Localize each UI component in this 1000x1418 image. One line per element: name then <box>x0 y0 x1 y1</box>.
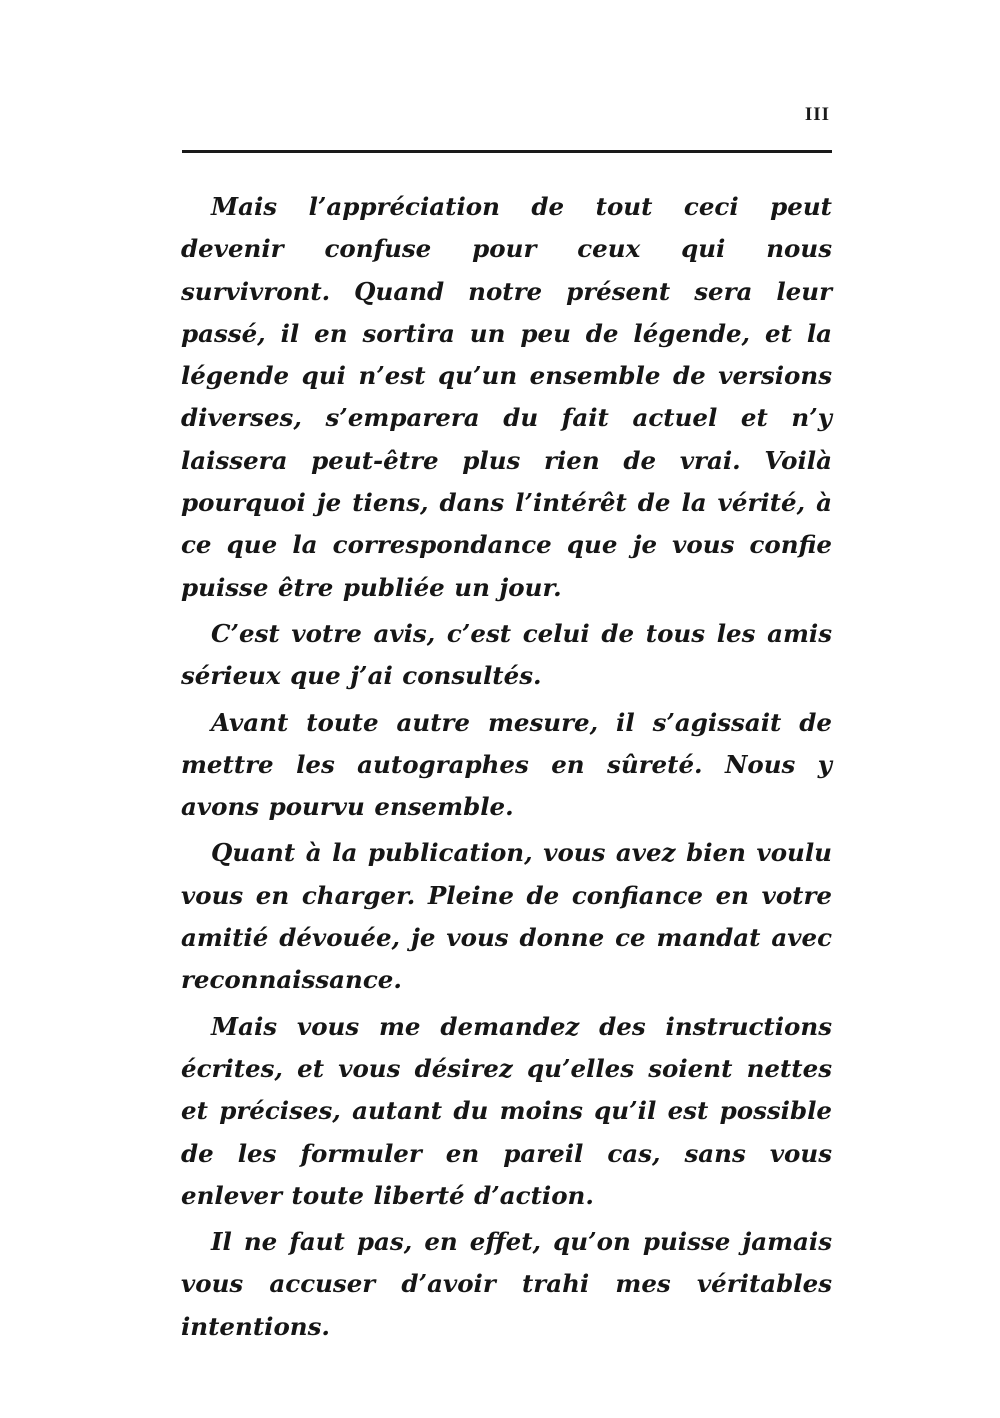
paragraph: C’est votre avis, c’est celui de tous les amis sérieux que j’ai consultés. <box>181 618 832 691</box>
paragraph: Mais vous me demandez des instructions écrites, et vous désirez qu’elles soient nettes et précises, autant du moins qu’il est possible de les formuler en pareil cas, sans vous enlever toute liberté d’action. <box>181 1011 832 1210</box>
paragraph: Quant à la publication, vous avez bien voulu vous en charger. Pleine de confiance en votre amitié dévouée, je vous donne ce mandat avec reconnaissance. <box>181 838 832 995</box>
page-body <box>181 186 832 1352</box>
paragraph: Mais l’appréciation de tout ceci peut devenir confuse pour ceux qui nous survivront. Quand notre présent sera leur passé, il en sortira un peu de légende, et la légende qui n’est qu’un ensemble de versions diverses, s’emparera du fait actuel et n’y laissera peut-être plus rien de vrai. Voilà pourquoi je tiens, dans l’intérêt de la vérité, à ce que la correspondance que je vous confie puisse être publiée un jour. <box>181 192 832 602</box>
header-rule <box>182 150 832 153</box>
page-number: III <box>804 104 830 125</box>
paragraph: Il ne faut pas, en effet, qu’on puisse jamais vous accuser d’avoir trahi mes véritables intentions. <box>181 1227 832 1341</box>
paragraph: Avant toute autre mesure, il s’agissait de mettre les autographes en sûreté. Nous y avons pourvu ensemble. <box>181 707 832 822</box>
